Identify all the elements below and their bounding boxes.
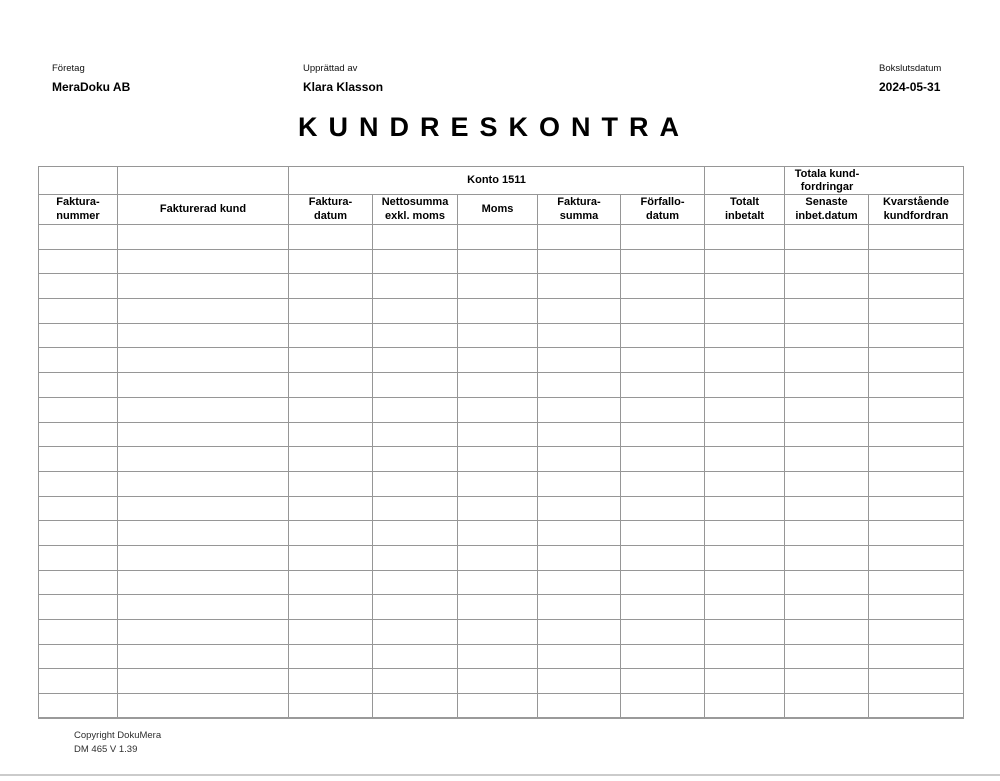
table-cell-empty — [373, 447, 458, 472]
table-cell-empty — [621, 694, 705, 719]
table-cell-empty — [869, 422, 964, 447]
table-cell-empty — [373, 620, 458, 645]
table-cell-empty — [373, 373, 458, 398]
table-cell-empty — [785, 323, 869, 348]
table-cell-empty — [118, 447, 289, 472]
table-cell-empty — [621, 274, 705, 299]
table-cell-empty — [621, 397, 705, 422]
table-cell-empty — [538, 521, 621, 546]
table-cell-empty — [705, 545, 785, 570]
table-cell-empty — [39, 274, 118, 299]
table-cell-empty — [538, 373, 621, 398]
table-cell-empty — [458, 545, 538, 570]
table-cell-empty — [705, 348, 785, 373]
table-cell-empty — [621, 595, 705, 620]
company-field — [52, 63, 130, 94]
table-row — [39, 570, 964, 595]
group-cell-empty — [118, 167, 289, 195]
table-cell-empty — [785, 397, 869, 422]
table-cell-empty — [39, 373, 118, 398]
company-value: MeraDoku AB — [52, 80, 131, 94]
table-cell-empty — [289, 373, 373, 398]
table-cell-empty — [39, 595, 118, 620]
table-cell-empty — [621, 521, 705, 546]
col-header-line: inbetalt — [724, 209, 765, 222]
table-cell-empty — [39, 299, 118, 324]
col-header-line: kundfordran — [883, 209, 949, 222]
table-cell-empty — [621, 225, 705, 250]
col-header-fakturanummer — [39, 195, 118, 225]
table-cell-empty — [538, 274, 621, 299]
table-cell-empty — [869, 348, 964, 373]
table-cell-empty — [458, 299, 538, 324]
table-cell-empty — [869, 225, 964, 250]
col-header-forfallodatum — [621, 195, 705, 225]
table-cell-empty — [289, 694, 373, 719]
table-cell-empty — [705, 496, 785, 521]
table-cell-empty — [538, 323, 621, 348]
table-cell-empty — [118, 323, 289, 348]
table-cell-empty — [785, 249, 869, 274]
table-cell-empty — [458, 669, 538, 694]
table-cell-empty — [289, 595, 373, 620]
table-cell-empty — [289, 348, 373, 373]
table-cell-empty — [869, 447, 964, 472]
table-cell-empty — [458, 373, 538, 398]
table-cell-empty — [538, 545, 621, 570]
table-cell-empty — [373, 422, 458, 447]
table-cell-empty — [458, 644, 538, 669]
table-row — [39, 422, 964, 447]
table-cell-empty — [289, 422, 373, 447]
table-cell-empty — [785, 348, 869, 373]
table-cell-empty — [289, 447, 373, 472]
table-cell-empty — [458, 274, 538, 299]
table-cell-empty — [869, 274, 964, 299]
table-cell-empty — [869, 299, 964, 324]
table-row — [39, 373, 964, 398]
table-cell-empty — [458, 397, 538, 422]
group-cell-empty — [705, 167, 785, 195]
table-cell-empty — [705, 570, 785, 595]
table-cell-empty — [869, 669, 964, 694]
table-cell-empty — [458, 570, 538, 595]
table-cell-empty — [39, 397, 118, 422]
col-header-line: datum — [314, 209, 347, 222]
table-cell-empty — [785, 545, 869, 570]
table-cell-empty — [458, 348, 538, 373]
table-row — [39, 644, 964, 669]
table-cell-empty — [869, 570, 964, 595]
table-cell-empty — [705, 595, 785, 620]
table-cell-empty — [39, 669, 118, 694]
table-cell-empty — [39, 348, 118, 373]
closing-date-value: 2024-05-31 — [879, 80, 941, 94]
col-header-fakturerad-kund — [118, 195, 289, 225]
table-row — [39, 225, 964, 250]
table-cell-empty — [538, 422, 621, 447]
table-cell-empty — [869, 644, 964, 669]
table-cell-empty — [118, 422, 289, 447]
table-row — [39, 397, 964, 422]
table-cell-empty — [869, 373, 964, 398]
table-cell-empty — [118, 496, 289, 521]
group-header-totala — [785, 167, 964, 195]
table-cell-empty — [869, 595, 964, 620]
table-cell-empty — [118, 348, 289, 373]
table-cell-empty — [458, 249, 538, 274]
table-row — [39, 595, 964, 620]
table-cell-empty — [458, 471, 538, 496]
table-cell-empty — [118, 595, 289, 620]
table-cell-empty — [39, 323, 118, 348]
table-cell-empty — [785, 620, 869, 645]
col-header-line: Faktura- — [308, 196, 353, 208]
table-cell-empty — [39, 620, 118, 645]
table-cell-empty — [39, 521, 118, 546]
table-cell-empty — [705, 323, 785, 348]
table-cell-empty — [705, 447, 785, 472]
col-header-line: Kvarstående — [882, 196, 950, 208]
table-cell-empty — [705, 694, 785, 719]
table-cell-empty — [538, 299, 621, 324]
table-cell-empty — [458, 496, 538, 521]
table-cell-empty — [705, 397, 785, 422]
table-cell-empty — [373, 644, 458, 669]
col-header-line: exkl. moms — [385, 209, 445, 222]
col-header-line: nummer — [56, 209, 100, 222]
table-cell-empty — [621, 496, 705, 521]
col-header-nettosumma — [373, 195, 458, 225]
table-cell-empty — [373, 225, 458, 250]
col-header-line: inbet.datum — [795, 209, 858, 222]
table-row — [39, 496, 964, 521]
col-header-senaste-inbetdatum — [785, 195, 869, 225]
table-cell-empty — [118, 397, 289, 422]
table-cell-empty — [869, 521, 964, 546]
table-cell-empty — [785, 521, 869, 546]
group-header-konto: Konto 1511 — [289, 167, 705, 195]
table-cell-empty — [118, 299, 289, 324]
table-cell-empty — [39, 545, 118, 570]
table-cell-empty — [538, 644, 621, 669]
table-cell-empty — [39, 570, 118, 595]
table-cell-empty — [373, 496, 458, 521]
table-cell-empty — [289, 570, 373, 595]
table-cell-empty — [785, 496, 869, 521]
company-label: Företag — [52, 63, 85, 74]
table-cell-empty — [373, 299, 458, 324]
table-cell-empty — [118, 669, 289, 694]
table-cell-empty — [869, 620, 964, 645]
table-cell-empty — [538, 496, 621, 521]
table-cell-empty — [869, 694, 964, 719]
table-row — [39, 471, 964, 496]
table-cell-empty — [869, 323, 964, 348]
table-cell-empty — [621, 644, 705, 669]
table-cell-empty — [705, 225, 785, 250]
table-row — [39, 694, 964, 719]
table-cell-empty — [785, 447, 869, 472]
closing-date-label: Bokslutsdatum — [879, 63, 942, 74]
table-cell-empty — [621, 299, 705, 324]
closing-date-field — [879, 63, 941, 94]
group-cell-empty — [39, 167, 118, 195]
table-row — [39, 274, 964, 299]
table-row — [39, 348, 964, 373]
table-cell-empty — [458, 225, 538, 250]
table-cell-empty — [39, 249, 118, 274]
table-cell-empty — [39, 225, 118, 250]
table-cell-empty — [621, 570, 705, 595]
table-cell-empty — [869, 249, 964, 274]
table-cell-empty — [373, 694, 458, 719]
table-cell-empty — [118, 521, 289, 546]
col-header-line: Faktura- — [56, 196, 100, 208]
col-header-line: Nettosumma — [381, 196, 449, 208]
group-header-totala-text — [785, 168, 869, 194]
table-cell-empty — [705, 644, 785, 669]
table-cell-empty — [869, 397, 964, 422]
table-row — [39, 669, 964, 694]
table-cell-empty — [705, 299, 785, 324]
table-cell-empty — [869, 496, 964, 521]
table-cell-empty — [785, 274, 869, 299]
table-cell-empty — [118, 274, 289, 299]
document-footer — [74, 729, 161, 756]
table-cell-empty — [118, 644, 289, 669]
table-cell-empty — [538, 225, 621, 250]
table-cell-empty — [785, 694, 869, 719]
table-cell-empty — [705, 422, 785, 447]
table-cell-empty — [118, 570, 289, 595]
col-header-line: datum — [646, 209, 679, 222]
table-cell-empty — [118, 471, 289, 496]
col-header-line: Fakturerad kund — [159, 202, 247, 215]
table-cell-empty — [289, 274, 373, 299]
col-header-kvarstaende-kundfordran — [869, 195, 964, 225]
col-header-line: Faktura- — [557, 196, 601, 208]
group-header-row — [39, 167, 964, 195]
table-cell-empty — [785, 225, 869, 250]
table-cell-empty — [289, 225, 373, 250]
table-cell-empty — [373, 323, 458, 348]
table-cell-empty — [373, 595, 458, 620]
table-cell-empty — [289, 397, 373, 422]
table-cell-empty — [289, 545, 373, 570]
table-cell-empty — [373, 348, 458, 373]
ledger-table — [38, 166, 964, 719]
table-cell-empty — [538, 471, 621, 496]
table-cell-empty — [785, 669, 869, 694]
table-cell-empty — [621, 348, 705, 373]
table-cell-empty — [705, 249, 785, 274]
table-cell-empty — [538, 620, 621, 645]
table-cell-empty — [458, 422, 538, 447]
table-cell-empty — [785, 595, 869, 620]
table-cell-empty — [289, 521, 373, 546]
table-row — [39, 447, 964, 472]
table-cell-empty — [538, 249, 621, 274]
table-cell-empty — [289, 644, 373, 669]
table-cell-empty — [538, 669, 621, 694]
col-header-line: Förfallo- — [640, 196, 685, 208]
table-cell-empty — [39, 447, 118, 472]
table-cell-empty — [621, 249, 705, 274]
table-cell-empty — [621, 422, 705, 447]
table-row — [39, 249, 964, 274]
table-cell-empty — [705, 620, 785, 645]
table-cell-empty — [373, 397, 458, 422]
table-cell-empty — [621, 471, 705, 496]
table-cell-empty — [118, 545, 289, 570]
table-cell-empty — [118, 620, 289, 645]
table-cell-empty — [458, 521, 538, 546]
table-cell-empty — [621, 545, 705, 570]
prepared-by-field — [303, 63, 383, 94]
table-cell-empty — [118, 249, 289, 274]
table-cell-empty — [458, 694, 538, 719]
table-row — [39, 545, 964, 570]
table-cell-empty — [785, 422, 869, 447]
table-cell-empty — [621, 669, 705, 694]
col-header-totalt-inbetalt — [705, 195, 785, 225]
col-header-line: Totalt — [729, 196, 760, 208]
table-cell-empty — [869, 545, 964, 570]
col-header-line: Moms — [481, 202, 514, 215]
table-cell-empty — [289, 669, 373, 694]
table-cell-empty — [373, 669, 458, 694]
table-cell-empty — [373, 545, 458, 570]
table-cell-empty — [621, 447, 705, 472]
col-header-fakturasumma — [538, 195, 621, 225]
page-break-line — [0, 774, 1000, 776]
table-cell-empty — [39, 471, 118, 496]
table-cell-empty — [373, 471, 458, 496]
table-cell-empty — [785, 373, 869, 398]
copyright-text: Copyright DokuMera — [74, 730, 162, 741]
prepared-by-label: Upprättad av — [303, 63, 358, 74]
table-cell-empty — [289, 323, 373, 348]
column-header-row — [39, 195, 964, 225]
totala-line1: Totala kund- — [794, 167, 860, 180]
table-cell-empty — [289, 249, 373, 274]
table-row — [39, 323, 964, 348]
table-cell-empty — [39, 644, 118, 669]
table-cell-empty — [538, 570, 621, 595]
table-cell-empty — [289, 620, 373, 645]
table-cell-empty — [621, 373, 705, 398]
table-cell-empty — [39, 694, 118, 719]
table-cell-empty — [458, 595, 538, 620]
table-cell-empty — [785, 644, 869, 669]
ledger-table-body — [39, 225, 964, 719]
table-cell-empty — [538, 694, 621, 719]
table-cell-empty — [458, 447, 538, 472]
table-row — [39, 299, 964, 324]
totala-line2: fordringar — [800, 180, 854, 193]
table-cell-empty — [373, 249, 458, 274]
table-cell-empty — [705, 471, 785, 496]
table-cell-empty — [458, 323, 538, 348]
table-cell-empty — [118, 225, 289, 250]
table-cell-empty — [458, 620, 538, 645]
table-cell-empty — [869, 471, 964, 496]
table-cell-empty — [538, 348, 621, 373]
table-cell-empty — [785, 471, 869, 496]
table-cell-empty — [39, 496, 118, 521]
col-header-line: Senaste — [805, 196, 848, 208]
table-cell-empty — [621, 323, 705, 348]
table-cell-empty — [118, 373, 289, 398]
table-cell-empty — [373, 570, 458, 595]
table-cell-empty — [785, 570, 869, 595]
table-cell-empty — [538, 397, 621, 422]
version-text: DM 465 V 1.39 — [74, 743, 138, 755]
table-cell-empty — [621, 620, 705, 645]
table-cell-empty — [118, 694, 289, 719]
table-cell-empty — [289, 471, 373, 496]
table-cell-empty — [39, 422, 118, 447]
table-cell-empty — [705, 274, 785, 299]
table-row — [39, 521, 964, 546]
col-header-moms — [458, 195, 538, 225]
page-title: KUNDRESKONTRA — [298, 112, 690, 142]
table-row — [39, 620, 964, 645]
table-cell-empty — [705, 669, 785, 694]
table-cell-empty — [289, 299, 373, 324]
table-cell-empty — [785, 299, 869, 324]
table-cell-empty — [705, 521, 785, 546]
ledger-table-head — [39, 167, 964, 225]
table-cell-empty — [289, 496, 373, 521]
col-header-line: summa — [559, 209, 599, 222]
table-cell-empty — [373, 521, 458, 546]
col-header-fakturadatum — [289, 195, 373, 225]
table-cell-empty — [373, 274, 458, 299]
table-cell-empty — [538, 595, 621, 620]
table-cell-empty — [538, 447, 621, 472]
table-cell-empty — [705, 373, 785, 398]
prepared-by-value: Klara Klasson — [303, 80, 384, 94]
